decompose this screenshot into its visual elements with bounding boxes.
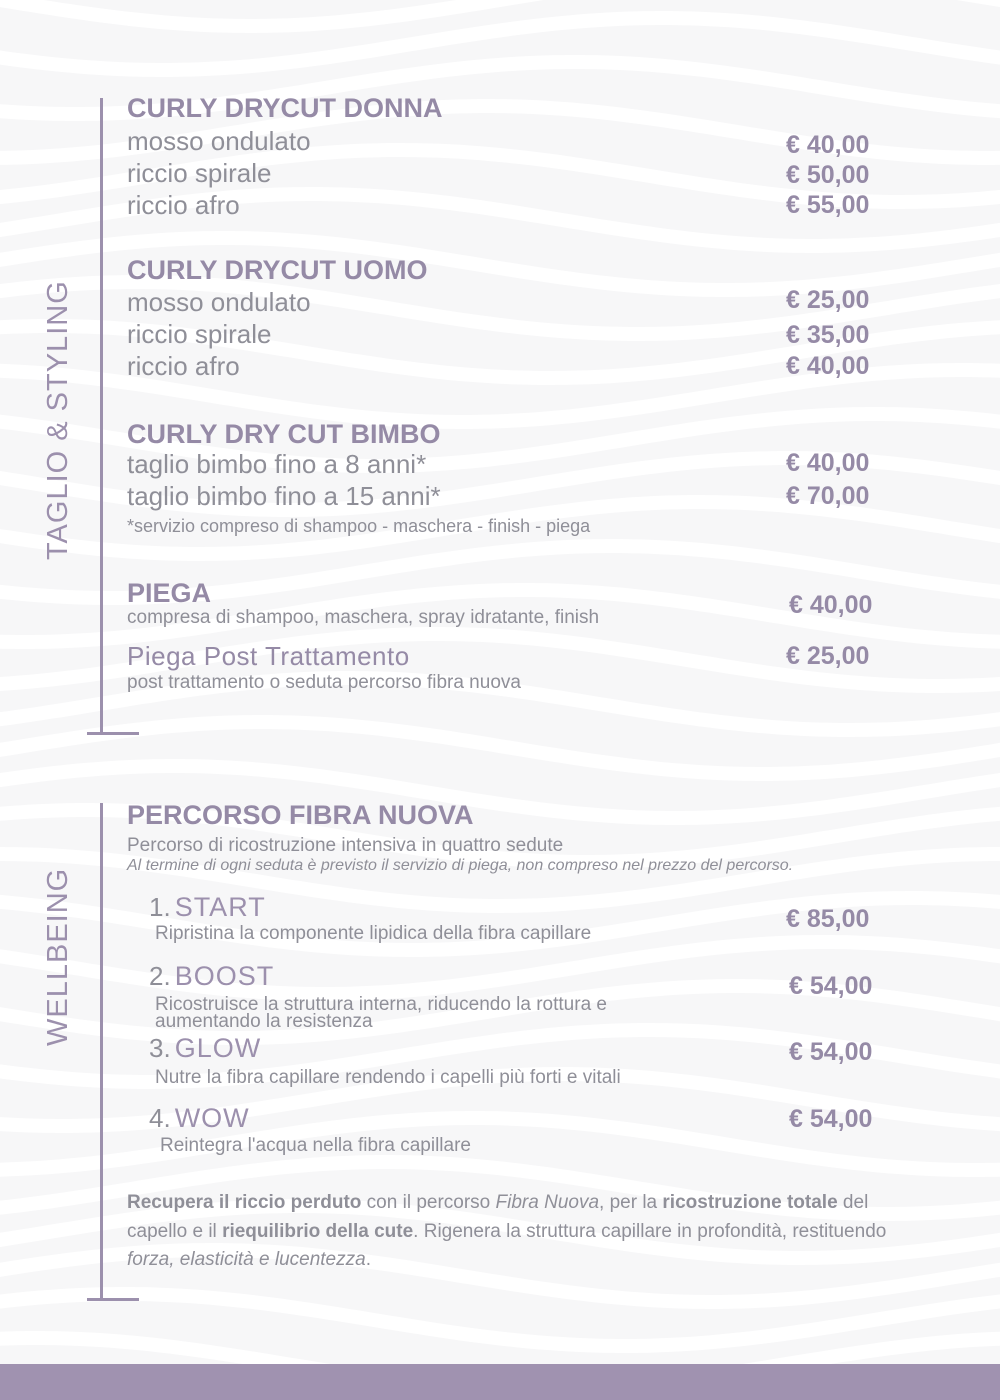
step-name: WOW: [174, 1103, 250, 1133]
step-glow: [149, 1033, 261, 1064]
service-price: € 40,00: [786, 449, 870, 477]
step-price: € 54,00: [789, 1105, 873, 1133]
service-price: € 25,00: [786, 642, 870, 670]
service-note: *servizio compreso di shampoo - maschera - finish - piega: [127, 516, 591, 536]
section-bracket-foot-taglio: [87, 732, 139, 735]
paragraph-text: .: [365, 1249, 371, 1270]
paragraph-text: , per la: [599, 1192, 663, 1213]
footer-band: [0, 1364, 1000, 1400]
service-price: € 25,00: [786, 286, 870, 314]
emphasis-text: riequilibrio della cute: [222, 1220, 414, 1242]
step-name: GLOW: [174, 1033, 262, 1063]
service-description: compresa di shampoo, maschera, spray idratante, finish: [127, 607, 600, 628]
service-price: € 40,00: [789, 591, 873, 619]
step-description: Ricostruisce la struttura interna, riducendo la rottura e: [155, 994, 607, 1015]
program-intro: Percorso di ricostruzione intensiva in quattro sedute: [127, 835, 564, 856]
program-intro-note: Al termine di ogni seduta è previsto il servizio di piega, non compreso nel prezzo del percorso.: [127, 857, 794, 874]
paragraph-text: con il percorso: [361, 1192, 496, 1213]
emphasis-text: ricostruzione totale: [662, 1192, 838, 1213]
step-boost: [149, 961, 274, 992]
step-description: Reintegra l'acqua nella fibra capillare: [160, 1135, 471, 1156]
section-label-wellbeing: WELLBEING: [42, 867, 74, 1046]
step-name: BOOST: [174, 961, 275, 991]
group-title-fibra-nuova: PERCORSO FIBRA NUOVA: [127, 800, 474, 830]
section-label-taglio: TAGLIO & STYLING: [42, 280, 74, 560]
section-bracket-vertical-taglio: [100, 98, 103, 735]
step-number: 1.: [149, 892, 171, 922]
service-price: € 35,00: [786, 321, 870, 349]
wave-stroke: [0, 0, 1000, 26]
step-description: Ripristina la componente lipidica della fibra capillare: [155, 923, 592, 944]
service-name: mosso ondulato: [127, 126, 311, 156]
service-name: taglio bimbo fino a 15 anni*: [127, 481, 441, 511]
section-bracket-foot-wellbeing: [87, 1298, 139, 1301]
service-price: € 55,00: [786, 191, 870, 219]
step-price: € 54,00: [789, 972, 873, 1000]
emphasis-text: forza, elasticità e lucentezza: [127, 1249, 366, 1270]
group-title-donna: CURLY DRYCUT DONNA: [127, 93, 443, 123]
service-price: € 40,00: [786, 131, 870, 159]
service-name: riccio afro: [127, 190, 240, 220]
step-description: aumentando la resistenza: [155, 1011, 373, 1032]
step-price: € 85,00: [786, 905, 870, 933]
service-name: riccio spirale: [127, 319, 272, 349]
service-name: riccio spirale: [127, 158, 272, 188]
service-name: mosso ondulato: [127, 287, 311, 317]
service-price: € 70,00: [786, 482, 870, 510]
step-number: 3.: [149, 1033, 171, 1063]
closing-paragraph: [127, 1189, 887, 1275]
section-bracket-vertical-wellbeing: [100, 803, 103, 1301]
service-name: riccio afro: [127, 351, 240, 381]
step-number: 2.: [149, 961, 171, 991]
group-title-piega-post: Piega Post Trattamento: [127, 641, 410, 671]
group-title-piega: PIEGA: [127, 578, 212, 608]
step-description: Nutre la fibra capillare rendendo i capelli più forti e vitali: [155, 1067, 621, 1088]
service-price: € 40,00: [786, 352, 870, 380]
step-name: START: [174, 892, 266, 922]
service-description: post trattamento o seduta percorso fibra nuova: [127, 672, 521, 693]
step-price: € 54,00: [789, 1038, 873, 1066]
group-title-bimbo: CURLY DRY CUT BIMBO: [127, 419, 441, 449]
step-wow: [149, 1103, 250, 1134]
service-name: taglio bimbo fino a 8 anni*: [127, 449, 427, 479]
emphasis-text: Recupera il riccio perduto: [127, 1192, 362, 1213]
step-start: [149, 892, 266, 923]
paragraph-text: . Rigenera la struttura capillare in profondità, restituendo: [413, 1220, 887, 1242]
step-number: 4.: [149, 1103, 171, 1133]
service-price: € 50,00: [786, 161, 870, 189]
emphasis-text: Fibra Nuova: [495, 1192, 600, 1213]
paragraph-text: del capello e il: [127, 1192, 869, 1242]
group-title-uomo: CURLY DRYCUT UOMO: [127, 255, 428, 285]
